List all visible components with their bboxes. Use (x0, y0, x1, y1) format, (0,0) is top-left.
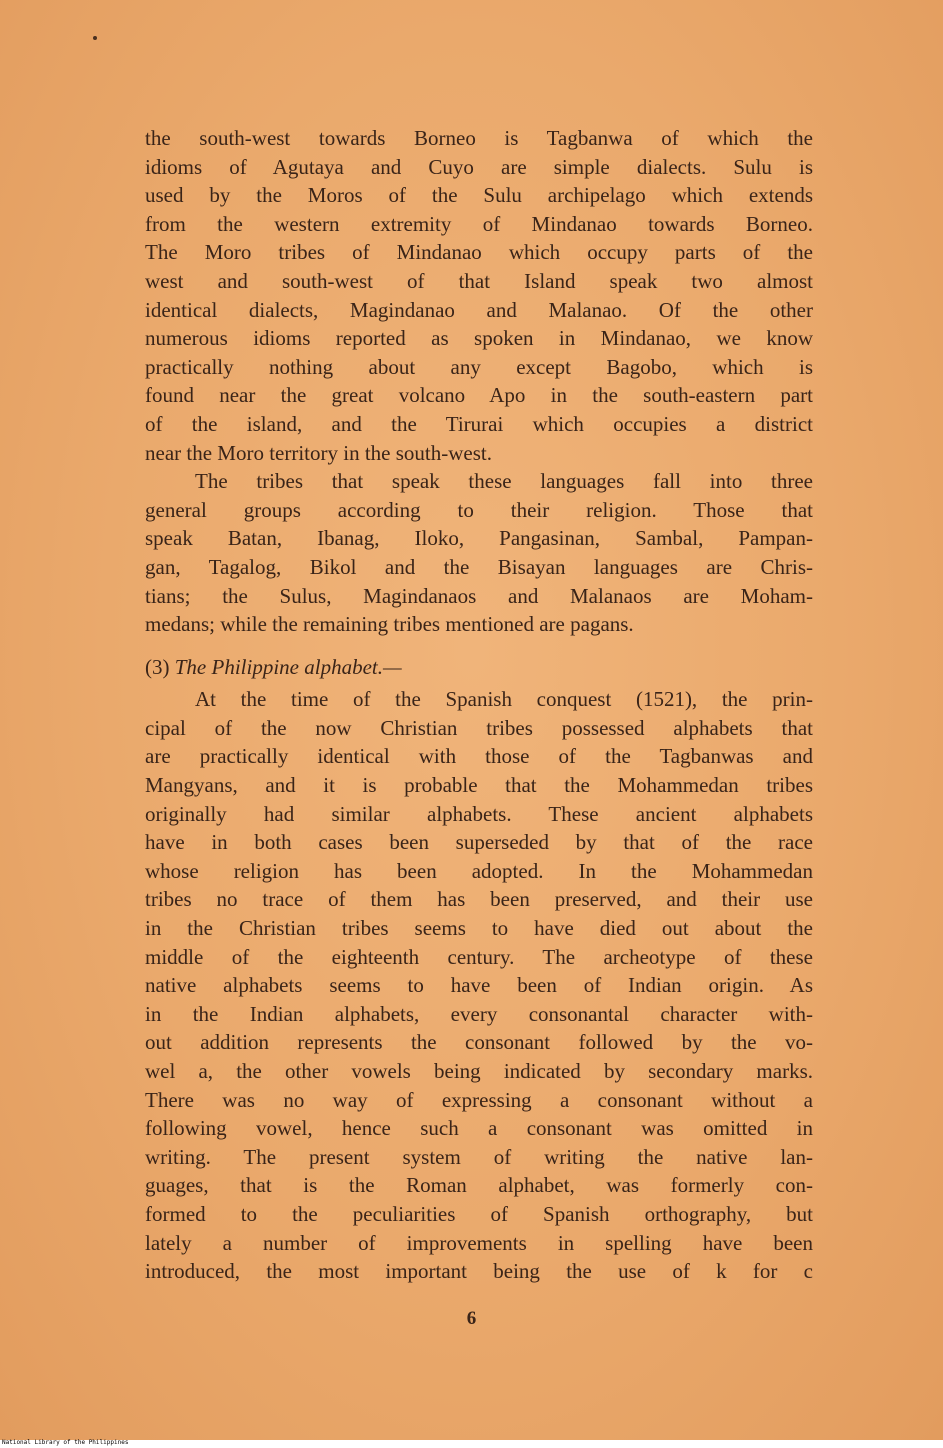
text-line: writing. The present system of writing the native lan- (145, 1144, 813, 1169)
text-line: found near the great volcano Apo in the south-eastern part (145, 383, 813, 408)
section-heading (145, 653, 813, 682)
text-line: cipal of the now Christian tribes possessed alphabets that (145, 715, 813, 740)
text-line: wel a, the other vowels being indicated by secondary marks. (145, 1059, 813, 1083)
text-line: near the Moro territory in the south-west. (145, 440, 492, 465)
text-line: introduced, the most important being the use of k for c (145, 1259, 813, 1284)
section-gap (145, 639, 813, 653)
scan-footer (0, 1440, 943, 1448)
text-line: practically nothing about any except Bagobo, which is (145, 354, 813, 379)
text-line: There was no way of expressing a consonant without a (145, 1087, 813, 1112)
text-line: formed to the peculiarities of Spanish orthography, but (145, 1201, 813, 1226)
text-line: of the island, and the Tirurai which occupies a district (145, 411, 813, 436)
text-line: out addition represents the consonant followed by the vo- (145, 1030, 813, 1055)
text-line: guages, that is the Roman alphabet, was formerly con- (145, 1173, 813, 1198)
paragraph-2 (145, 467, 813, 639)
text-line: tians; the Sulus, Magindanaos and Malanaos are Moham- (145, 583, 813, 608)
text-line: the south-west towards Borneo is Tagbanwa of which the (145, 126, 813, 150)
text-line: have in both cases been superseded by that of the race (145, 830, 813, 855)
text-line: idioms of Agutaya and Cuyo are simple dialects. Sulu is (145, 154, 813, 179)
text-line: medans; while the remaining tribes mentioned are pagans. (145, 612, 634, 637)
text-line: whose religion has been adopted. In the Mohammedan (145, 858, 813, 883)
text-line: lately a number of improvements in spelling have been (145, 1230, 813, 1255)
paragraph-1 (145, 124, 813, 467)
text-line: following vowel, hence such a consonant was omitted in (145, 1116, 813, 1141)
page-number: 6 (466, 1308, 477, 1329)
paragraph-3 (145, 685, 813, 1285)
text-line: numerous idioms reported as spoken in Mindanao, we know (145, 326, 813, 351)
text-line: general groups according to their religion. Those that (145, 497, 813, 522)
text-line: in the Indian alphabets, every consonantal character with- (145, 1001, 813, 1026)
text-line: tribes no trace of them has been preserved, and their use (145, 887, 813, 912)
text-line: Mangyans, and it is probable that the Mohammedan tribes (145, 773, 813, 798)
footer-credit: National Library of the Philippines (2, 1439, 129, 1446)
text-line: are practically identical with those of the Tagbanwas and (145, 744, 813, 769)
speck-mark (93, 36, 97, 40)
body-text (145, 124, 813, 1286)
text-line: gan, Tagalog, Bikol and the Bisayan languages are Chris- (145, 554, 813, 579)
text-line: speak Batan, Ibanag, Iloko, Pangasinan, Sambal, Pampan- (145, 526, 813, 551)
section-number: (3) (145, 654, 170, 679)
text-line: west and south-west of that Island speak two almost (145, 268, 813, 293)
text-line: The Moro tribes of Mindanao which occupy parts of the (145, 240, 813, 265)
text-line: from the western extremity of Mindanao towards Borneo. (145, 211, 813, 236)
text-line: originally had similar alphabets. These ancient alphabets (145, 801, 813, 826)
text-line: middle of the eighteenth century. The archeotype of these (145, 944, 813, 969)
section-title: The Philippine alphabet.— (174, 654, 402, 679)
text-line: native alphabets seems to have been of Indian origin. As (145, 973, 813, 998)
text-line: At the time of the Spanish conquest (1521), the prin- (195, 687, 813, 712)
text-line: The tribes that speak these languages fall into three (195, 469, 813, 494)
text-line: used by the Moros of the Sulu archipelago which extends (145, 183, 813, 208)
text-line: identical dialects, Magindanao and Malanao. Of the other (145, 297, 813, 322)
text-line: in the Christian tribes seems to have died out about the (145, 916, 813, 941)
